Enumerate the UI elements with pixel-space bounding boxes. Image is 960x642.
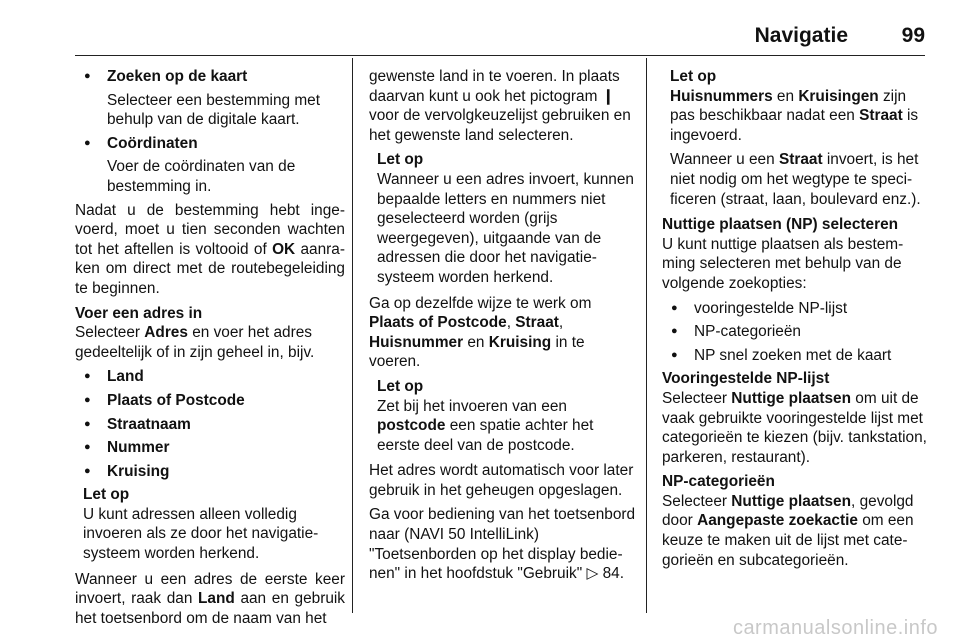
- note-title: Let op: [670, 68, 717, 85]
- text-run-bold: Plaats of Postcode: [369, 314, 507, 332]
- page-reference-icon: ▷: [586, 565, 599, 583]
- text-run: voor de vervolgkeuzelijst gebruiken en het gewenste land selecteren.: [369, 107, 631, 144]
- bullet-text: Selecteer een bestemming met behulp van de digitale kaart.: [107, 91, 321, 129]
- text-run: Ga voor bediening van het toetsenbord naar (NAVI 50 IntelliLink) "Toetsenborden op het display bedienen" in het hoofdstuk "Gebruik": [369, 506, 636, 583]
- list-item: ● Kruising: [75, 462, 345, 482]
- paragraph: [662, 492, 930, 570]
- text-run-bold: postcode: [377, 417, 446, 435]
- text-run: gewenste land in te voeren. In plaats daarvan kunt u ook het pictogram: [369, 68, 620, 105]
- text-run: ,: [558, 314, 564, 332]
- column-1: [75, 67, 345, 633]
- text-run-bold: Nuttige plaatsen: [731, 492, 852, 510]
- text-run-bold: Straat: [515, 314, 559, 332]
- list-item: ● Nummer: [75, 438, 345, 458]
- section-heading: Voer een adres in: [75, 304, 203, 322]
- note-text: [670, 87, 930, 146]
- text-run: , gevolgd door: [662, 492, 914, 530]
- watermark: carmanualsonline.info: [732, 617, 938, 640]
- text-run: om uit de vaak gebruikte vooringestelde lijst met categorieën te kiezen (bijv. tankstation, parkeren, restaurant).: [662, 389, 927, 466]
- column-divider: [352, 58, 353, 613]
- text-run-bold: Huisnummers: [670, 87, 773, 105]
- dropdown-pictogram-icon: ❙: [601, 87, 615, 105]
- page-number: 99: [901, 24, 925, 47]
- note-title: Let op: [377, 377, 424, 395]
- paragraph: [662, 389, 930, 467]
- paragraph: Het adres wordt automatisch voor later gebruik in het geheugen opgeslagen.: [369, 462, 634, 499]
- note-title: Let op: [377, 151, 424, 169]
- text-run-bold: Nuttige plaatsen: [731, 389, 852, 407]
- text-run-bold: Kruisingen: [798, 87, 879, 105]
- note-box: [670, 67, 930, 209]
- text-run-bold: Aangepaste zoekactie: [697, 512, 858, 530]
- text-run: Ga op dezelfde wijze te werk om: [369, 294, 592, 312]
- paragraph: [369, 67, 637, 145]
- text-run: Wanneer u een: [670, 151, 779, 169]
- text-run: Selecteer: [75, 324, 145, 342]
- list-item: ● NP-categorieën: [662, 322, 930, 342]
- note-title: Let op: [83, 486, 130, 504]
- page-reference[interactable]: 84: [602, 565, 620, 583]
- text-run: Selecteer: [662, 389, 732, 407]
- list-item: ● Straatnaam: [75, 415, 345, 435]
- text-run: een spatie achter het eerste deel van de postcode.: [377, 417, 594, 454]
- text-run: aan en gebruik het toetsenbord om de naam van het: [75, 590, 346, 627]
- note-text: [377, 397, 637, 456]
- text-run: in te voeren.: [369, 333, 585, 371]
- section-heading: NP-categorieën: [662, 473, 775, 491]
- column-3: [662, 67, 930, 575]
- text-run-bold: OK: [272, 240, 296, 258]
- section-heading: Vooringestelde NP-lijst: [662, 370, 830, 388]
- text-run: invoert, is het niet nodig om het wegtype te specificeren (straat, laan, boulevard enz.).: [670, 151, 921, 208]
- text-run-bold: Adres: [144, 324, 188, 342]
- paragraph: U kunt nuttige plaatsen als bestemming selecteren met behulp van de volgende zoekopties:: [662, 235, 904, 292]
- bullet-item: [75, 134, 345, 197]
- text-run: Nadat u de bestemming hebt ingevoerd, moet u tien seconden wachten tot het aftellen is voltooid of: [75, 201, 345, 258]
- text-run-bold: Straat: [859, 107, 903, 125]
- paragraph: [369, 505, 637, 583]
- note-text: Wanneer u een adres invoert, kunnen bepaalde letters en nummers niet geselecteerd worden (grijs weergegeven), uitgaande van de adressen die door het navigatiesysteem worden herkend.: [377, 170, 634, 286]
- list-item: ● vooringestelde NP-lijst: [662, 299, 930, 319]
- text-run: ,: [506, 314, 516, 332]
- bullet-title: ● Zoeken op de kaart: [107, 68, 248, 85]
- bullet-text: Voer de coördinaten van de bestemming in.: [107, 158, 296, 195]
- text-run: Selecteer: [662, 492, 732, 510]
- text-run-bold: Kruising: [488, 333, 552, 351]
- text-run: en: [463, 333, 489, 351]
- column-divider: [646, 58, 647, 613]
- text-run: is ingevoerd.: [670, 107, 919, 144]
- text-run-bold: Huisnummer: [369, 333, 464, 351]
- note-box: [83, 485, 345, 563]
- text-run: Wanneer u een adres de eerste keer invoert, raak dan: [75, 570, 345, 608]
- text-run: .: [619, 565, 624, 583]
- note-text: U kunt adressen alleen volledig invoeren als ze door het navigatiesysteem worden herkend.: [83, 505, 319, 563]
- text-run: en voer het adres gedeeltelijk of in zijn geheel in, bijv.: [75, 324, 315, 361]
- column-2: [369, 67, 637, 589]
- bullet-title: ● Coördinaten: [107, 134, 198, 152]
- text-run: aanraken om direct met de routebegeleiding te beginnen.: [75, 240, 345, 297]
- list-item: ● Plaats of Postcode: [75, 391, 345, 411]
- text-run: zijn pas beschikbaar nadat een: [670, 87, 907, 125]
- list-item: ● NP snel zoeken met de kaart: [662, 346, 930, 366]
- paragraph: [75, 201, 345, 299]
- bullet-item: [75, 67, 345, 130]
- note-box: [377, 150, 637, 287]
- text-run-bold: Land: [198, 590, 235, 608]
- header-rule: [75, 55, 925, 56]
- text-run-bold: Straat: [778, 151, 823, 169]
- page-title: Navigatie: [754, 24, 848, 47]
- note-text: [670, 150, 930, 209]
- note-box: [377, 377, 637, 455]
- text-run: en: [772, 87, 799, 105]
- paragraph: [75, 323, 345, 362]
- paragraph: [75, 570, 345, 629]
- text-run: Zet bij het invoeren van een: [377, 397, 567, 415]
- list-item: ● Land: [75, 367, 345, 387]
- paragraph: [369, 294, 637, 372]
- text-run: om een keuze te maken uit de lijst met categorieën en subcategorieën.: [662, 512, 914, 569]
- section-heading: Nuttige plaatsen (NP) selecteren: [662, 216, 899, 234]
